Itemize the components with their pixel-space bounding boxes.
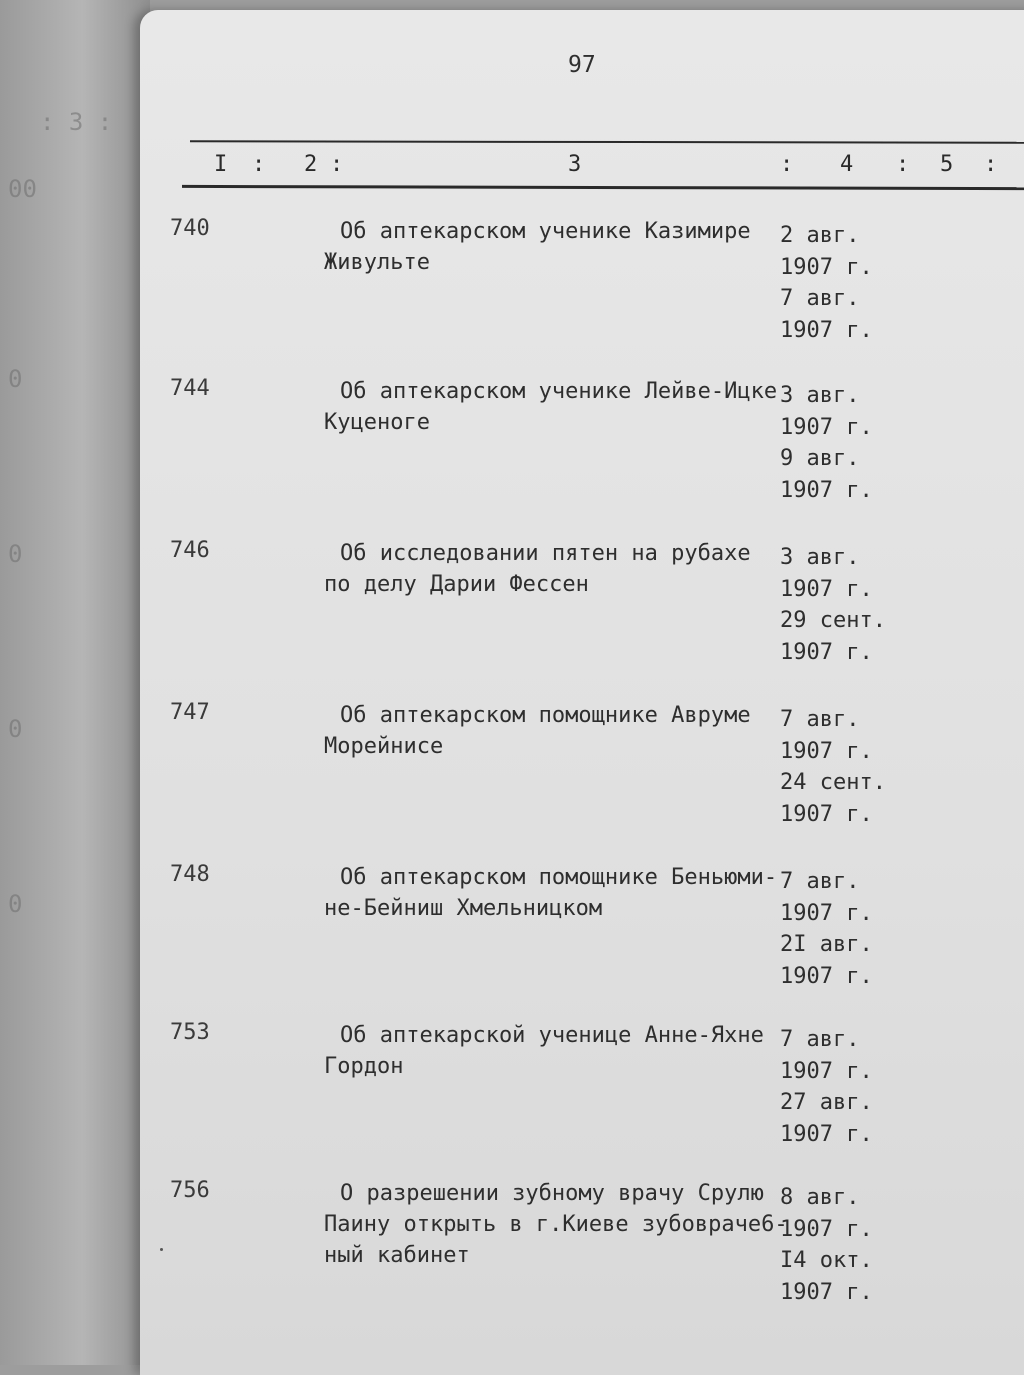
case-number: 744 xyxy=(170,376,210,401)
facing-page-bleed: 0 xyxy=(8,715,23,743)
case-title-line: ный кабинет xyxy=(324,1243,470,1268)
document-page xyxy=(140,10,1024,1375)
col-separator: : xyxy=(896,152,910,177)
case-title xyxy=(324,1020,784,1082)
col-separator: : xyxy=(330,152,344,177)
end-year: 1907 г. xyxy=(780,477,873,503)
col-separator: : xyxy=(252,152,266,177)
col-separator: : xyxy=(984,152,998,177)
end-date: 7 авг. xyxy=(780,286,860,311)
case-title-line: Об аптекарской ученице Анне-Яхне xyxy=(340,1023,764,1048)
end-date: 2I авг. xyxy=(780,932,873,957)
start-year: 1907 г. xyxy=(780,576,873,602)
case-title-line: Живульте xyxy=(324,250,430,275)
col-header-5: 5 xyxy=(940,152,954,177)
case-title-line: Об аптекарском помощнике Беньюми- xyxy=(340,865,778,890)
start-date: 3 авг. xyxy=(780,383,860,408)
case-number: 747 xyxy=(170,700,210,725)
start-year: 1907 г. xyxy=(780,1216,873,1242)
list-item xyxy=(0,538,1024,688)
case-title-line: О разрешении зубному врачу Срулю xyxy=(340,1181,764,1206)
case-title xyxy=(324,376,784,438)
case-title-line: Об аптекарском ученике Казимире xyxy=(340,219,751,244)
case-title-line: Об исследовании пятен на рубахе xyxy=(340,541,751,566)
case-number: 746 xyxy=(170,538,210,563)
start-date: 3 авг. xyxy=(780,545,860,570)
page-number: 97 xyxy=(568,52,596,78)
start-year: 1907 г. xyxy=(780,414,873,440)
list-item xyxy=(0,216,1024,366)
case-title-line: Паину открыть в г.Киеве зубовраче6- xyxy=(324,1212,788,1237)
end-date: 24 сент. xyxy=(780,770,886,795)
case-title-line: не-Бейниш Хмельницком xyxy=(324,896,603,921)
start-year: 1907 г. xyxy=(780,1058,873,1084)
facing-page-bleed: 0 xyxy=(8,540,23,568)
case-dates xyxy=(780,704,886,830)
list-item xyxy=(0,1020,1024,1170)
start-date: 7 авг. xyxy=(780,1027,860,1052)
end-year: 1907 г. xyxy=(780,317,873,343)
end-year: 1907 г. xyxy=(780,1279,873,1305)
case-title-line: Об аптекарском помощнике Авруме xyxy=(340,703,751,728)
case-number: 753 xyxy=(170,1020,210,1045)
case-title-line: по делу Дарии Фессен xyxy=(324,572,589,597)
end-year: 1907 г. xyxy=(780,639,873,665)
case-title xyxy=(324,862,784,924)
case-title xyxy=(324,216,784,278)
start-date: 7 авг. xyxy=(780,869,860,894)
case-number: 756 xyxy=(170,1178,210,1203)
col-header-1: I xyxy=(214,152,228,177)
facing-page-bleed: 0 xyxy=(8,890,23,918)
facing-page-bleed: 0 xyxy=(8,365,23,393)
end-year: 1907 г. xyxy=(780,1121,873,1147)
case-title xyxy=(324,538,784,600)
case-dates xyxy=(780,542,886,668)
case-title-line: Морейнисе xyxy=(324,734,444,759)
col-header-4: 4 xyxy=(840,152,854,177)
start-year: 1907 г. xyxy=(780,900,873,926)
ink-speck xyxy=(160,1248,163,1251)
list-item xyxy=(0,700,1024,850)
case-dates xyxy=(780,380,873,506)
case-title-line: Гордон xyxy=(324,1054,404,1079)
end-year: 1907 г. xyxy=(780,801,873,827)
start-date: 2 авг. xyxy=(780,223,860,248)
case-title xyxy=(324,700,784,762)
case-dates xyxy=(780,1182,873,1308)
list-item xyxy=(0,376,1024,526)
list-item xyxy=(0,1178,1024,1328)
end-date: 9 авг. xyxy=(780,446,860,471)
facing-page-bleed: 00 xyxy=(8,175,37,203)
end-date: I4 окт. xyxy=(780,1248,873,1273)
case-title-line: Куценоге xyxy=(324,410,430,435)
col-header-3: 3 xyxy=(568,152,582,177)
start-year: 1907 г. xyxy=(780,254,873,280)
start-date: 7 авг. xyxy=(780,707,860,732)
case-dates xyxy=(780,220,873,346)
case-number: 748 xyxy=(170,862,210,887)
col-separator: : xyxy=(780,152,794,177)
end-date: 29 сент. xyxy=(780,608,886,633)
facing-page-bleed: : 3 : xyxy=(40,108,113,136)
col-header-2: 2 xyxy=(304,152,318,177)
case-dates xyxy=(780,1024,873,1150)
case-number: 740 xyxy=(170,216,210,241)
start-date: 8 авг. xyxy=(780,1185,860,1210)
case-title xyxy=(324,1178,788,1271)
end-date: 27 авг. xyxy=(780,1090,873,1115)
case-dates xyxy=(780,866,873,992)
end-year: 1907 г. xyxy=(780,963,873,989)
start-year: 1907 г. xyxy=(780,738,873,764)
list-item xyxy=(0,862,1024,1012)
case-title-line: Об аптекарском ученике Лейве-Ицке xyxy=(340,379,778,404)
